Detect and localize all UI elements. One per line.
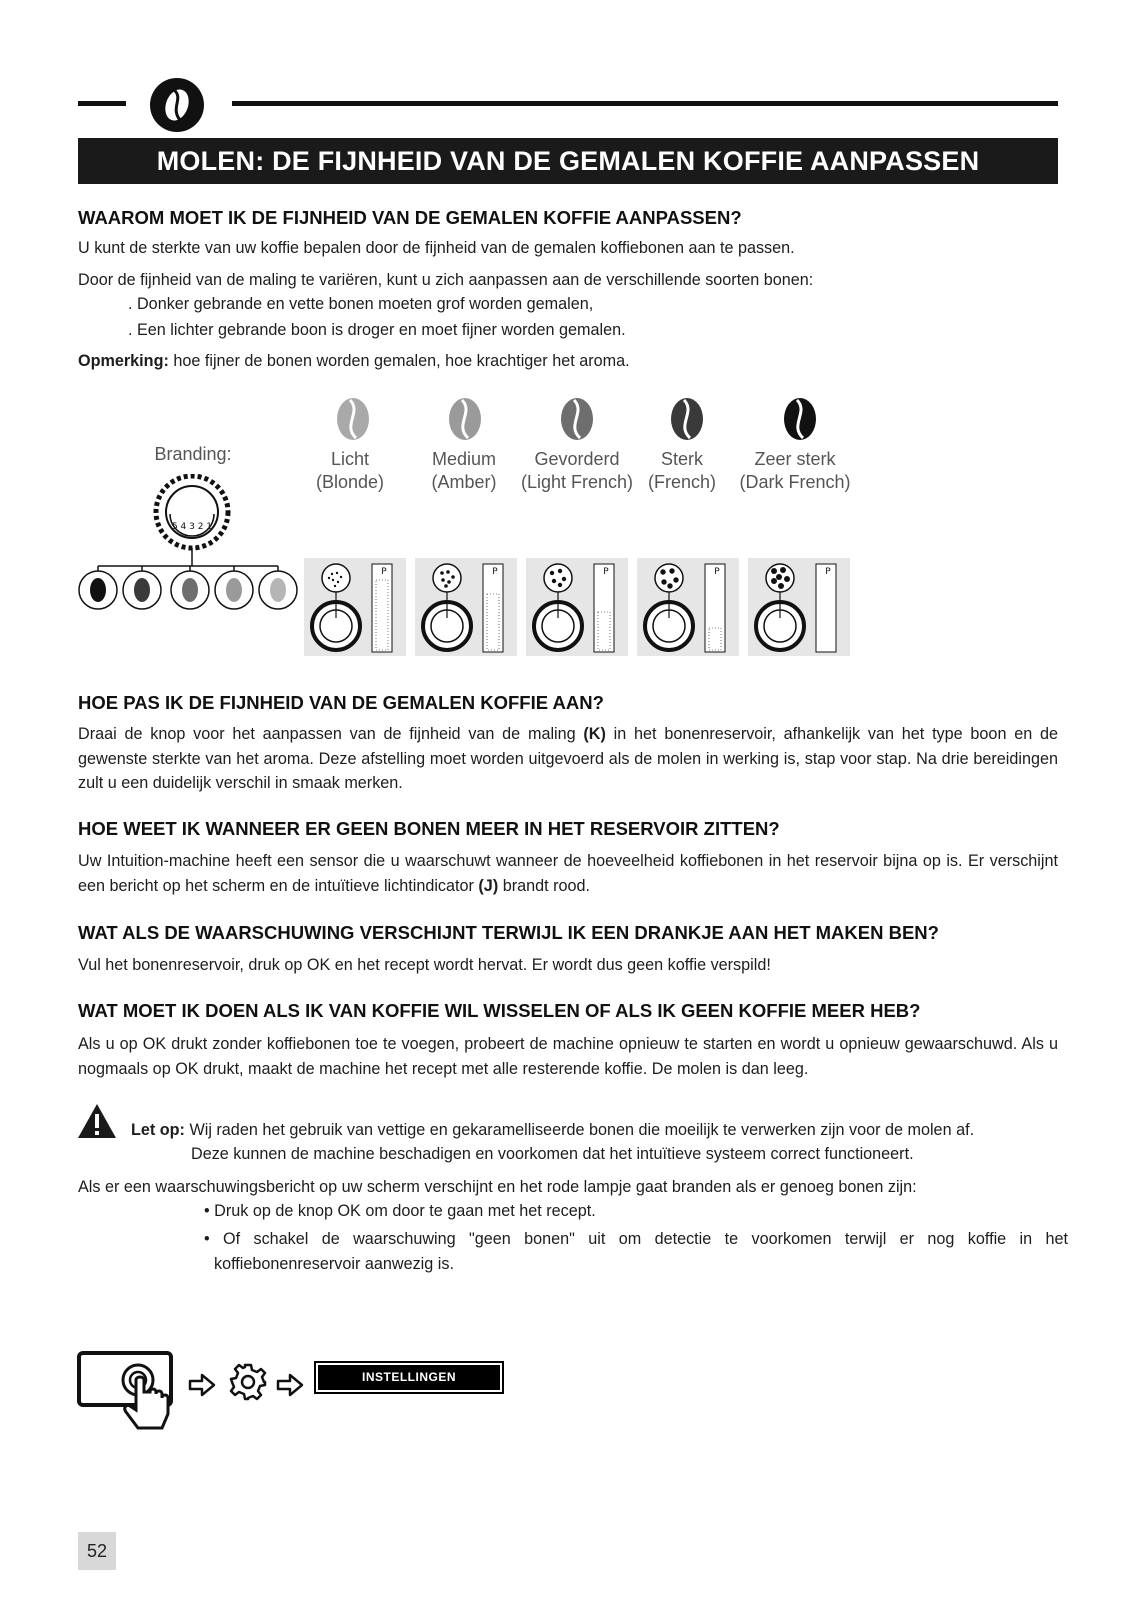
paragraph: U kunt de sterkte van uw koffie bepalen door de fijnheid van de gemalen koffiebonen aan te passen. [78, 239, 795, 257]
paragraph: Als u op OK drukt zonder koffiebonen toe te voegen, probeert de machine opnieuw te starten en wordt u opnieuw gewaarschuwd. Als u nogmaals op OK drukt, maakt de machine het recept met alle resterende koffie. De molen is dan leeg. [78, 1035, 1058, 1078]
gear-icon[interactable] [228, 1362, 268, 1402]
page-number: 52 [78, 1532, 116, 1570]
paragraph: Als er een waarschuwingsbericht op uw scherm verschijnt en het rode lampje gaat branden als er genoeg bonen zijn: [78, 1178, 917, 1196]
note [78, 349, 630, 374]
warning-text-line2: Deze kunnen de machine beschadigen en voorkomen dat het intuïtieve systeem correct functioneert. [191, 1145, 914, 1163]
warning-label: Let op: [131, 1121, 185, 1139]
panel-letter: P [825, 567, 831, 577]
branding-label: Branding: [154, 444, 232, 464]
roast-label-zeer-sterk: Zeer sterk (Dark French) [739, 449, 851, 492]
touch-screen-icon [76, 1350, 186, 1432]
roast-bean-icon-zeer-sterk [784, 398, 816, 440]
section-heading-switch: WAT MOET IK DOEN ALS IK VAN KOFFIE WIL WISSELEN OF ALS IK GEEN KOFFIE MEER HEB? [78, 1000, 921, 1021]
panel-letter: P [603, 567, 609, 577]
roast-bean-icon-gevorderd [561, 398, 593, 440]
section-heading-no-beans: HOE WEET IK WANNEER ER GEEN BONEN MEER IN HET RESERVOIR ZITTEN? [78, 818, 780, 839]
tree-bean-3 [171, 571, 209, 609]
paragraph: Uw Intuition-machine heeft een sensor die u waarschuwt wanneer de hoeveelheid koffiebonen in het reservoir bijna op is. Er verschijnt een bericht op het scherm en de intuïtieve lichtindicator (J) brandt rood. [78, 852, 1058, 895]
dial-digits: 5 4 3 2 1 [171, 522, 213, 532]
roast-label-sterk: Sterk (French) [647, 449, 716, 492]
panel-letter: P [381, 567, 387, 577]
arrow-right-icon [188, 1373, 216, 1397]
warning-text: Let op: Wij raden het gebruik van vettige en gekaramelliseerde bonen die moeilijk te verwerken zijn voor de molen af. [131, 1121, 975, 1139]
paragraph: Draai de knop voor het aanpassen van de fijnheid van de maling (K) in het bonenreservoir, afhankelijk van het type boon en de gewenste sterkte van het aroma. Deze afstelling moet worden uitgevoerd als de molen in werking is, stap voor stap. Na drie bereidingen zult u een duidelijk verschil in smaak merken. [78, 725, 1058, 792]
grind-dial-diagram [76, 474, 302, 610]
roast-label-licht: Licht (Blonde) [315, 449, 385, 492]
panel-letter: P [714, 567, 720, 577]
list-item: • Of schakel de waarschuwing "geen bonen" uit om detectie te voorkomen terwijl er nog koffie in het koffiebonenreservoir aanwezig is. [204, 1230, 1068, 1273]
paragraph: Door de fijnheid van de maling te variëren, kunt u zich aanpassen aan de verschillende soorten bonen: [78, 271, 814, 289]
header-rule-left [78, 101, 126, 106]
paragraph: Vul het bonenreservoir, druk op OK en het recept wordt hervat. Er wordt dus geen koffie verspild! [78, 956, 771, 974]
section-heading-how: HOE PAS IK DE FIJNHEID VAN DE GEMALEN KOFFIE AAN? [78, 692, 604, 713]
list-item: . Donker gebrande en vette bonen moeten grof worden gemalen, [128, 295, 594, 313]
section-heading-why: WAAROM MOET IK DE FIJNHEID VAN DE GEMALEN KOFFIE AANPASSEN? [78, 207, 742, 228]
tree-bean-5 [259, 571, 297, 609]
page-title: MOLEN: DE FIJNHEID VAN DE GEMALEN KOFFIE AANPASSEN [78, 138, 1058, 184]
roast-bean-icon-licht [337, 398, 369, 440]
roast-bean-row [0, 380, 870, 440]
tree-bean-1 [79, 571, 117, 609]
list-item: . Een lichter gebrande boon is droger en moet fijner worden gemalen. [128, 321, 626, 339]
tree-bean-2 [123, 571, 161, 609]
note-text: hoe fijner de bonen worden gemalen, hoe krachtiger het aroma. [168, 352, 630, 370]
panel-letter: P [492, 567, 498, 577]
grind-panels-art [304, 558, 864, 656]
settings-menu-button[interactable]: INSTELLINGEN [314, 1361, 504, 1394]
section-heading-warning: WAT ALS DE WAARSCHUWING VERSCHIJNT TERWIJL IK EEN DRANKJE AAN HET MAKEN BEN? [78, 922, 939, 943]
tree-bean-4 [215, 571, 253, 609]
note-label: Opmerking: [78, 352, 169, 370]
roast-bean-icon-medium [449, 398, 481, 440]
roast-bean-icon-sterk [671, 398, 703, 440]
coffee-bean-icon [150, 78, 204, 132]
roast-label-gevorderd: Gevorderd (Light French) [520, 449, 634, 492]
header-rule-right [232, 101, 1058, 106]
list-item: • Druk op de knop OK om door te gaan met het recept. [204, 1202, 596, 1220]
arrow-right-icon [276, 1373, 304, 1397]
warning-triangle-icon [76, 1102, 118, 1140]
roast-label-medium: Medium (Amber) [431, 449, 497, 492]
